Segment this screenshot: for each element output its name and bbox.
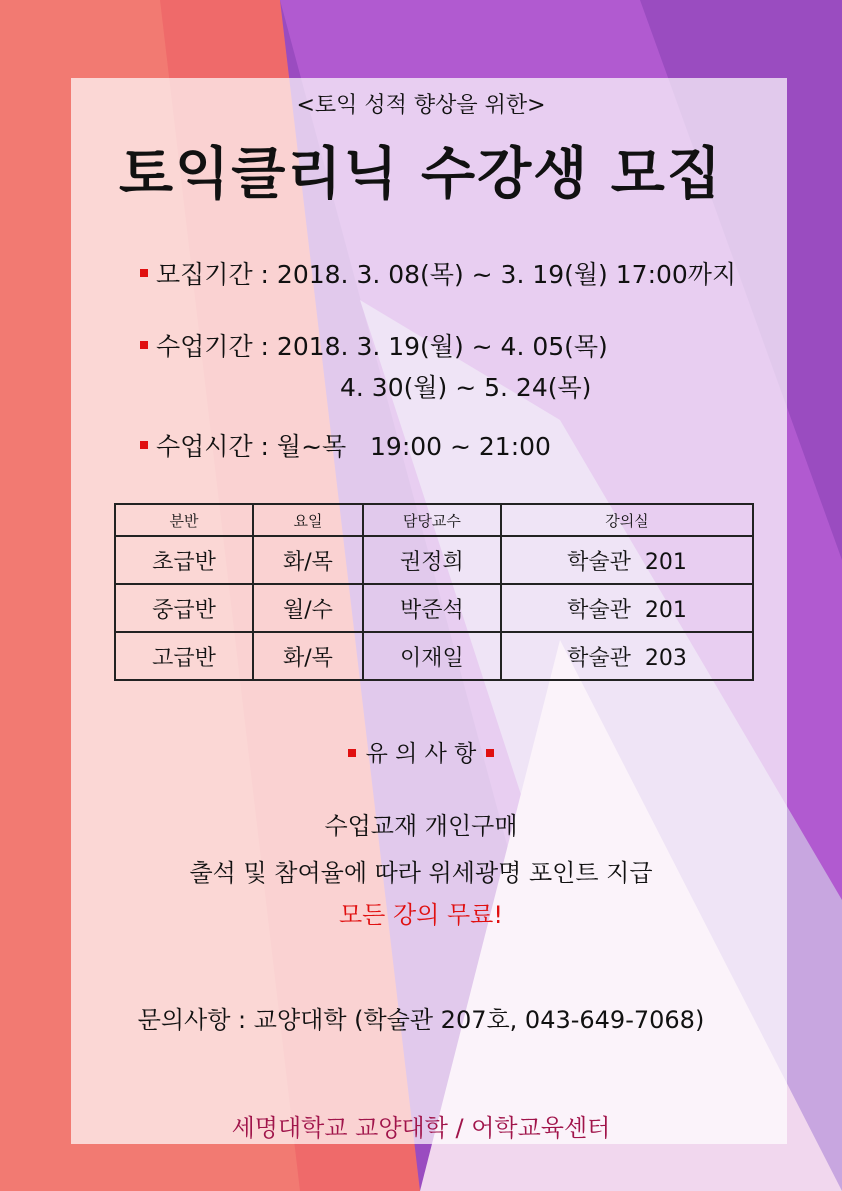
contact-info: 문의사항 : 교양대학 (학술관 207호, 043-649-7068) xyxy=(137,1006,705,1034)
column-header-class: 분반 xyxy=(115,504,253,536)
class-time-label: 수업시간 : xyxy=(156,432,277,461)
bullet-icon xyxy=(140,441,148,449)
cell-professor: 박준석 xyxy=(363,584,501,632)
class-period-label: 수업기간 : xyxy=(156,332,277,361)
recruit-period xyxy=(140,255,736,291)
cell-professor: 이재일 xyxy=(363,632,501,680)
bullet-icon xyxy=(486,749,494,757)
column-header-professor: 담당교수 xyxy=(363,504,501,536)
class-time-value: 월~목 19:00 ~ 21:00 xyxy=(276,432,551,461)
class-period-value-1: 2018. 3. 19(월) ~ 4. 05(목) xyxy=(276,332,608,361)
bullet-icon xyxy=(348,749,356,757)
table-header-row xyxy=(115,504,753,536)
column-header-room: 강의실 xyxy=(501,504,753,536)
class-time xyxy=(140,427,551,463)
class-period xyxy=(140,327,608,363)
footer-organization: 세명대학교 교양대학 / 어학교육센터 xyxy=(231,1114,611,1142)
class-schedule-table xyxy=(114,503,754,681)
cell-class: 중급반 xyxy=(115,584,253,632)
column-header-days: 요일 xyxy=(253,504,363,536)
bullet-icon xyxy=(140,341,148,349)
notice-heading-text: 유 의 사 항 xyxy=(365,741,477,767)
poster-subtitle: <토익 성적 향상을 위한> xyxy=(296,93,546,118)
poster-title: 토익클리닉 수강생 모집 xyxy=(119,142,723,207)
recruit-value: 2018. 3. 08(목) ~ 3. 19(월) 17:00까지 xyxy=(276,260,737,289)
cell-days: 화/목 xyxy=(253,632,363,680)
bullet-icon xyxy=(140,269,148,277)
cell-professor: 권정희 xyxy=(363,536,501,584)
notice-heading xyxy=(0,735,842,768)
cell-days: 화/목 xyxy=(253,536,363,584)
notice-line-1: 수업교재 개인구매 xyxy=(324,812,518,840)
notice-line-2: 출석 및 참여율에 따라 위세광명 포인트 지급 xyxy=(189,859,653,887)
cell-days: 월/수 xyxy=(253,584,363,632)
cell-class: 고급반 xyxy=(115,632,253,680)
cell-room: 학술관 203 xyxy=(501,632,753,680)
cell-room: 학술관 201 xyxy=(501,584,753,632)
class-period-value-2: 4. 30(월) ~ 5. 24(목) xyxy=(340,373,592,402)
table-row xyxy=(115,632,753,680)
notice-line-3: 모든 강의 무료! xyxy=(339,901,503,929)
table-row xyxy=(115,584,753,632)
cell-class: 초급반 xyxy=(115,536,253,584)
cell-room: 학술관 201 xyxy=(501,536,753,584)
table-row xyxy=(115,536,753,584)
recruit-label: 모집기간 : xyxy=(156,260,277,289)
